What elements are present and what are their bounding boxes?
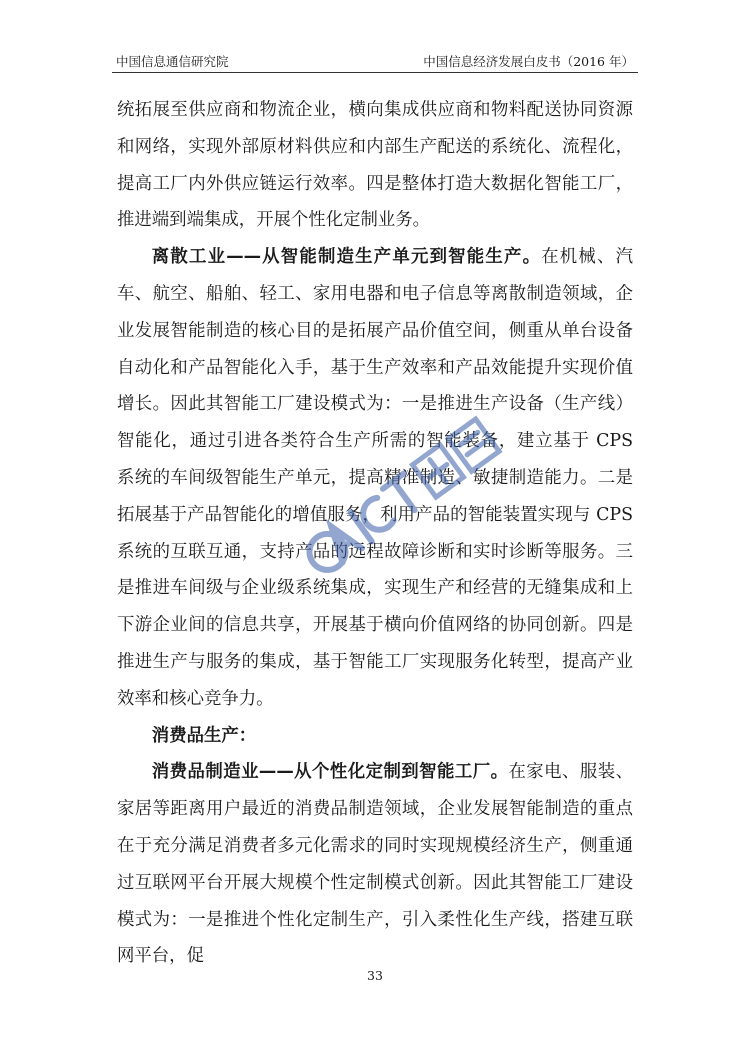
paragraph-lead-heading: 消费品制造业——从个性化定制到智能工厂。 — [151, 762, 509, 783]
paragraph-consumer-manufacturing — [117, 754, 633, 975]
section-heading-text: 消费品生产： — [151, 725, 257, 746]
page-header — [112, 50, 638, 73]
paragraph-discrete-industry — [117, 239, 633, 717]
body-text — [117, 92, 633, 975]
paragraph-text: 在机械、汽车、航空、船舶、轻工、家用电器和电子信息等离散制造领域，企业发展智能制造的核心目的是拓展产品价值空间，侧重从单台设备自动化和产品智能化入手，基于生产效率和产品效能提升实现价值增长。因此其智能工厂建设模式为：一是推进生产设备（生产线）智能化，通过引进各类符合生产所需的智能装备，建立基于 CPS 系统的车间级智能生产单元，提高精准制造、敏捷制造能力。二是拓展基于产品智能化的增值服务，利用产品的智能装置实现与 CPS 系统的互联互通，支持产品的远程故障诊断和实时诊断等服务。三是推进车间级与企业级系统集成，实现生产和经营的无缝集成和上下游企业间的信息共享，开展基于横向价值网络的协同创新。四是推进生产与服务的集成，基于智能工厂实现服务化转型，提高产业效率和核心竞争力。 — [117, 247, 633, 709]
header-organization: 中国信息通信研究院 — [116, 54, 229, 69]
paragraph-text: 统拓展至供应商和物流企业，横向集成供应商和物料配送协同资源和网络，实现外部原材料供应和内部生产配送的系统化、流程化，提高工厂内外供应链运行效率。四是整体打造大数据化智能工厂，推进端到端集成，开展个性化定制业务。 — [117, 100, 633, 231]
paragraph-lead-heading: 离散工业——从智能制造生产单元到智能生产。 — [151, 247, 542, 268]
paragraph-text: 在家电、服装、家居等距离用户最近的消费品制造领域，企业发展智能制造的重点在于充分满足消费者多元化需求的同时实现规模经济生产，侧重通过互联网平台开展大规模个性定制模式创新。因此其智能工厂建设模式为：一是推进个性化定制生产，引入柔性化生产线，搭建互联网平台，促 — [117, 762, 633, 967]
paragraph-continuation — [117, 92, 633, 239]
section-heading-consumer-goods — [117, 718, 633, 755]
header-document-title: 中国信息经济发展白皮书（2016 年） — [423, 54, 634, 69]
page-number: 33 — [367, 968, 383, 983]
